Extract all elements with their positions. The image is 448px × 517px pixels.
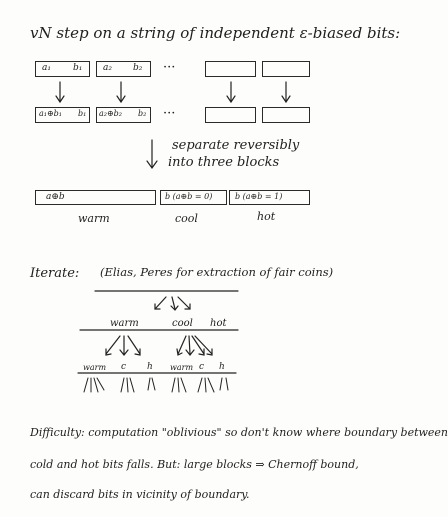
separate-note-line-1: separate reversibly: [172, 138, 300, 153]
xor-1-label: a₁⊕b₁: [39, 109, 63, 118]
tree-level2-left-c: c: [121, 362, 127, 372]
difficulty-line-3: can discard bits in vicinity of boundary.: [30, 488, 250, 501]
pair-1-b: b₁: [73, 63, 83, 73]
tree-level2-left-h: h: [147, 362, 153, 372]
warm-block-label: warm: [78, 212, 110, 225]
xor-2-b: b₂: [138, 109, 147, 118]
ellipsis-row-2: ···: [163, 106, 176, 121]
hot-block-content: b (a⊕b = 1): [235, 192, 283, 201]
xor-1-b: b₁: [78, 109, 87, 118]
hot-block-label: hot: [257, 210, 276, 223]
page-title: vN step on a string of independent ε-biased bits:: [30, 24, 401, 42]
xor-2-label: a₂⊕b₂: [99, 109, 123, 118]
cool-block-content: b (a⊕b = 0): [165, 192, 213, 201]
tree-level1-hot: hot: [210, 318, 227, 329]
ellipsis-row-1: ···: [163, 60, 176, 75]
tree-level2-right-c: c: [199, 362, 205, 372]
pair-2-a: a₂: [103, 63, 112, 73]
difficulty-line-1: Difficulty: computation "oblivious" so don't know where boundary between: [30, 426, 448, 439]
tree-level2-right-warm: warm: [170, 363, 194, 372]
tree-level2-left-warm: warm: [83, 363, 107, 372]
tree-level1-warm: warm: [110, 318, 139, 329]
separate-note-line-2: into three blocks: [168, 155, 280, 170]
tree-level2-right-h: h: [219, 362, 225, 372]
cool-block-label: cool: [175, 212, 198, 225]
tree-level1-cool: cool: [172, 318, 193, 329]
pair-1-a: a₁: [42, 63, 51, 73]
iterate-label: Iterate:: [30, 266, 80, 281]
difficulty-line-2: cold and hot bits falls. But: large blocks ⇒ Chernoff bound,: [30, 458, 359, 471]
warm-block-content: a⊕b: [46, 192, 65, 202]
pair-2-b: b₂: [133, 63, 143, 73]
iterate-note: (Elias, Peres for extraction of fair coins): [100, 265, 334, 279]
